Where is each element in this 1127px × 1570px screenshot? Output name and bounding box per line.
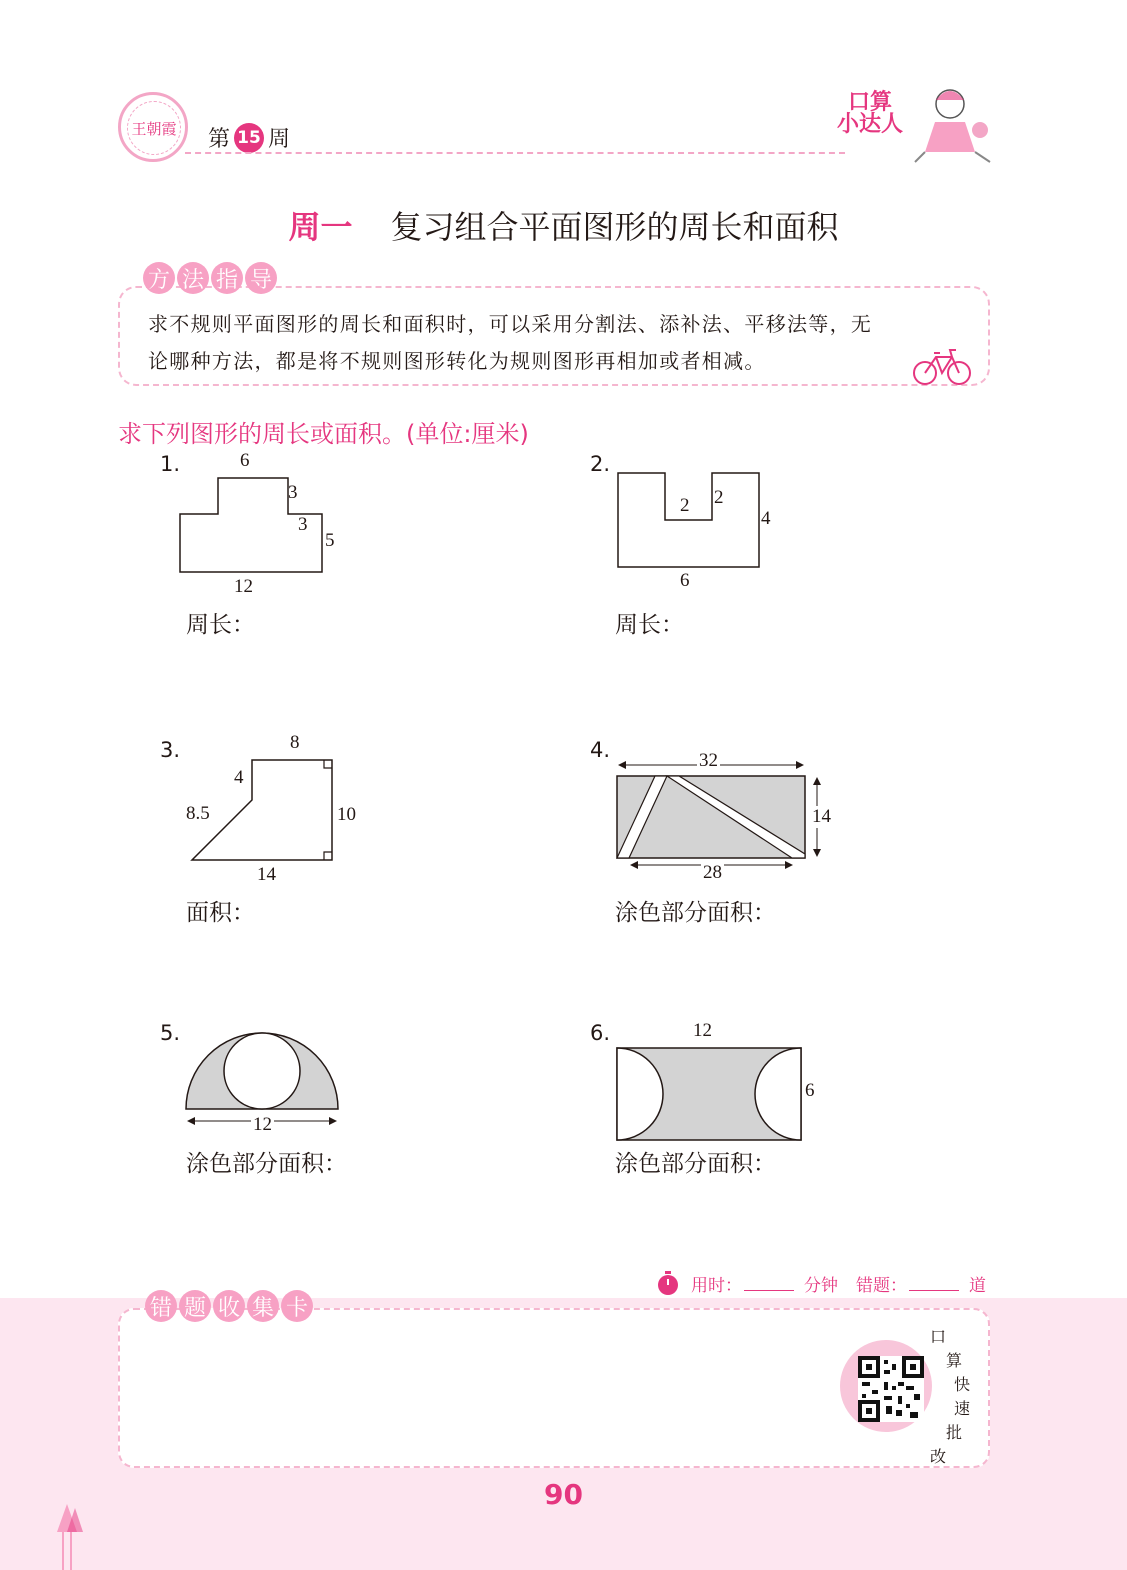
stopwatch-icon [655,1270,681,1296]
publisher-logo [118,92,188,162]
tag-char: 方 [143,262,175,294]
problem-1-figure [170,446,360,602]
p4-label-height: 14 [812,806,831,827]
tag-char: 集 [247,1290,279,1322]
logo-text: 王朝霞 [127,101,181,155]
problem-2-number: 2. [590,452,611,476]
p2-label-notch-depth: 2 [714,487,724,508]
week-suffix: 周 [268,127,291,152]
problem-1-answer-label: 周长： [186,612,255,638]
wrong-count-blank[interactable] [909,1276,959,1291]
method-line-2: 论哪种方法，都是将不规则图形转化为规则图形再相加或者相减。 [148,349,766,373]
method-guide-text [148,306,978,380]
problem-1-number: 1. [160,452,181,476]
method-guide-tag [143,262,277,294]
p3-label-slant: 8.5 [186,803,210,824]
qr-caption [930,1325,970,1469]
tag-char: 导 [245,262,277,294]
problem-5-answer-label: 涂色部分面积： [186,1151,347,1177]
tag-char: 题 [179,1290,211,1322]
method-line-1: 求不规则平面图形的周长和面积时，可以采用分割法、添补法、平移法等，无 [148,312,873,336]
tag-char: 卡 [281,1290,313,1322]
p4-label-top: 32 [699,750,718,771]
brand-line-2: 小达人 [836,112,903,137]
problem-2-figure [610,466,770,576]
problem-3-answer-label: 面积： [186,900,255,926]
page-number: 90 [544,1478,583,1511]
problem-4-figure [605,755,845,880]
wrong-count-label: 错题： [856,1275,907,1296]
time-label: 用时： [691,1275,742,1296]
p2-label-height: 4 [761,508,771,529]
tag-char: 收 [213,1290,245,1322]
bicycle-icon [912,345,972,387]
problem-3-number: 3. [160,738,181,762]
p2-label-bottom: 6 [680,570,690,591]
tag-char: 指 [211,262,243,294]
p5-label-diameter: 12 [253,1114,272,1135]
time-unit: 分钟 [804,1275,838,1296]
problem-6-number: 6. [590,1021,611,1045]
p1-label-top: 6 [240,450,250,471]
qr-caption-char: 算 [946,1351,963,1370]
p3-label-left-upper: 4 [234,767,244,788]
p6-label-width: 6 [805,1080,815,1101]
p2-label-notch-width: 2 [680,495,690,516]
qr-caption-char: 快 [954,1375,971,1394]
p1-label-bottom: 12 [234,576,253,597]
problem-4-number: 4. [590,738,611,762]
brand-logo [835,92,905,136]
header-divider [185,152,845,154]
tag-char: 法 [177,262,209,294]
problem-4-answer-label: 涂色部分面积： [615,900,776,926]
up-arrow-decoration [55,1500,95,1570]
p3-label-bottom: 14 [257,864,276,885]
problem-6-answer-label: 涂色部分面积： [615,1151,776,1177]
time-blank[interactable] [744,1276,794,1291]
p6-label-length: 12 [693,1020,712,1041]
week-prefix: 第 [208,127,231,152]
p3-label-top: 8 [290,732,300,753]
title-text: 复习组合平面图形的周长和面积 [390,208,839,246]
problem-2-answer-label: 周长： [615,612,684,638]
problem-6-figure [610,1040,810,1150]
problem-5-number: 5. [160,1021,181,1045]
title-day: 周一 [288,208,353,246]
mascot-girl-illustration [905,82,1000,167]
brand-line-1: 口算 [847,90,892,115]
wrong-count-unit: 道 [969,1275,986,1296]
week-indicator [208,122,290,153]
tag-char: 错 [145,1290,177,1322]
p1-label-step-width: 3 [298,514,308,535]
lesson-title [0,202,1127,248]
qr-caption-char: 速 [954,1399,971,1418]
exercise-instruction: 求下列图形的周长或面积。(单位:厘米) [118,420,529,448]
p3-label-right: 10 [337,804,356,825]
qr-caption-char: 口 [930,1327,947,1346]
p4-label-bottom: 28 [703,862,722,883]
qr-caption-char: 批 [946,1423,963,1442]
p1-label-right: 5 [325,530,335,551]
p1-label-step-height: 3 [288,482,298,503]
qr-caption-char: 改 [930,1447,947,1466]
time-record-row [655,1270,986,1296]
wrong-questions-tag [145,1290,313,1322]
week-number-badge: 15 [234,123,264,153]
qr-code-icon[interactable] [858,1356,924,1422]
